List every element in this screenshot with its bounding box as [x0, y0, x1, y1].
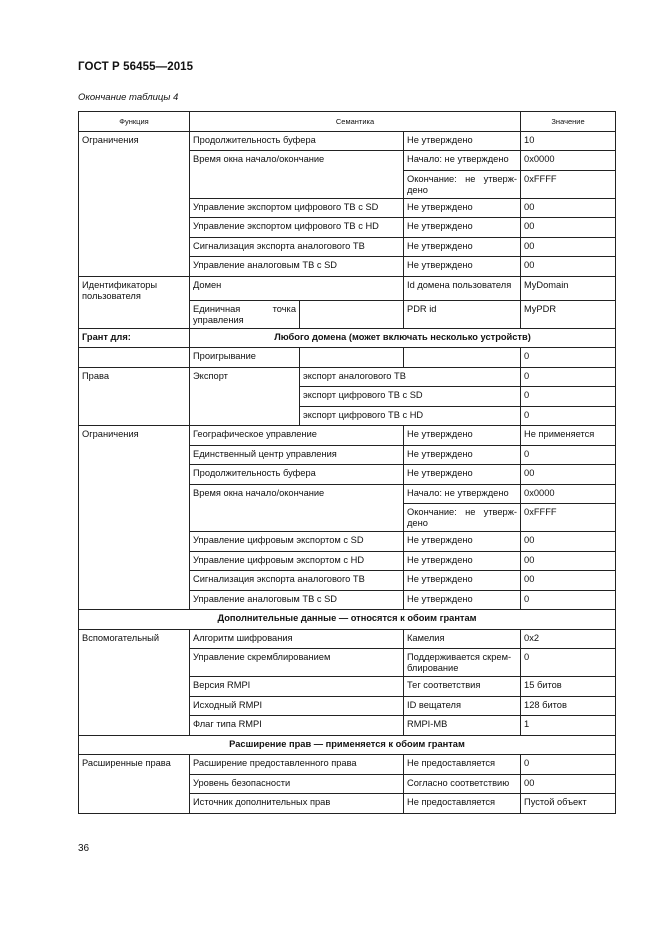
semantic-status: Поддерживается скрем-блирование [404, 649, 521, 677]
semantic-name: Управление экспортом цифрового ТВ с SD [190, 198, 404, 218]
grant-text: Любого домена (может включать несколько устройств) [190, 328, 616, 348]
table-row [79, 367, 616, 387]
semantic-name: Управление аналоговым ТВ с SD [190, 590, 404, 610]
semantic-name: Управление экспортом цифрового ТВ с HD [190, 218, 404, 238]
value-cell: 00 [521, 465, 616, 485]
value-cell: 0 [521, 367, 616, 387]
table-row [79, 755, 616, 775]
value-cell: 15 битов [521, 677, 616, 697]
semantic-name: Флаг типа RMPI [190, 716, 404, 736]
semantic-name: Единственный центр управления [190, 445, 404, 465]
value-cell: 0 [521, 590, 616, 610]
semantic-name: Время окна начало/окончание [190, 151, 404, 199]
semantic-name: Проигрывание [190, 348, 300, 368]
page-number: 36 [78, 843, 90, 854]
semantic-status: Не утверждено [404, 571, 521, 591]
value-cell: 0xFFFF [521, 170, 616, 198]
table-row [79, 276, 616, 300]
value-cell: 0x0000 [521, 151, 616, 171]
value-cell: 1 [521, 716, 616, 736]
function-cell: Вспомогательный [79, 629, 190, 735]
section-header-row [79, 735, 616, 755]
value-cell: 0 [521, 755, 616, 775]
semantic-name: Управление аналоговым ТВ с SD [190, 257, 404, 277]
semantic-name: Управление цифровым экспортом с SD [190, 532, 404, 552]
semantic-status: Не утверждено [404, 590, 521, 610]
semantic-status: Id домена пользователя [404, 276, 521, 300]
section-header: Расширение прав — применяется к обоим грантам [79, 735, 616, 755]
semantic-status: Не утверждено [404, 532, 521, 552]
semantic-name: Управление скремблированием [190, 649, 404, 677]
value-cell: 00 [521, 237, 616, 257]
empty-cell [79, 348, 190, 368]
semantic-name: Исходный RMPI [190, 696, 404, 716]
semantic-status: Не утверждено [404, 426, 521, 446]
semantic-name: Единичная точка управления [190, 300, 300, 328]
section-header: Дополнительные данные — относятся к обоим грантам [79, 610, 616, 630]
section-header-row [79, 610, 616, 630]
empty-cell [404, 348, 521, 368]
value-cell: 128 битов [521, 696, 616, 716]
grant-label: Грант для: [79, 328, 190, 348]
value-cell: 0 [521, 649, 616, 677]
semantic-name: Время окна начало/окончание [190, 484, 404, 532]
semantic-status: Не утверждено [404, 465, 521, 485]
value-cell: 0 [521, 348, 616, 368]
semantic-status: Не утверждено [404, 445, 521, 465]
semantic-name: Продолжительность буфера [190, 465, 404, 485]
empty-cell [300, 300, 404, 328]
semantic-status: Согласно соответствию [404, 774, 521, 794]
value-cell: 10 [521, 131, 616, 151]
semantic-status: Начало: не утверждено [404, 484, 521, 504]
table-caption: Окончание таблицы 4 [78, 92, 179, 103]
semantic-sub: экспорт цифрового ТВ с SD [300, 387, 521, 407]
function-cell: Ограничения [79, 426, 190, 610]
value-cell: Пустой объект [521, 794, 616, 814]
semantic-name: Источник дополнительных прав [190, 794, 404, 814]
value-cell: 0xFFFF [521, 504, 616, 532]
grant-row [79, 328, 616, 348]
semantic-status: Не утверждено [404, 131, 521, 151]
header-function: Функция [79, 112, 190, 132]
table-row [79, 426, 616, 446]
semantic-status: ID вещателя [404, 696, 521, 716]
table-row [79, 348, 616, 368]
value-cell: MyDomain [521, 276, 616, 300]
empty-cell [300, 348, 404, 368]
value-cell: 0 [521, 406, 616, 426]
semantic-status: Не утверждено [404, 551, 521, 571]
semantic-status: Не утверждено [404, 218, 521, 238]
semantic-name: Географическое управление [190, 426, 404, 446]
value-cell: 0 [521, 445, 616, 465]
table-row [79, 131, 616, 151]
function-cell: Ограничения [79, 131, 190, 276]
value-cell: 00 [521, 198, 616, 218]
header-value: Значение [521, 112, 616, 132]
semantic-name: Сигнализация экспорта аналогового ТВ [190, 237, 404, 257]
semantic-name: Алгоритм шифрования [190, 629, 404, 649]
value-cell: 00 [521, 257, 616, 277]
table-header-row [79, 112, 616, 132]
value-cell: 0x0000 [521, 484, 616, 504]
value-cell: 00 [521, 551, 616, 571]
spec-table [78, 111, 616, 814]
semantic-status: Начало: не утверждено [404, 151, 521, 171]
semantic-status: Не предоставляется [404, 794, 521, 814]
header-semantics: Семантика [190, 112, 521, 132]
semantic-name: Версия RMPI [190, 677, 404, 697]
semantic-name: Домен [190, 276, 404, 300]
value-cell: 00 [521, 571, 616, 591]
semantic-sub: экспорт цифрового ТВ с HD [300, 406, 521, 426]
semantic-status: PDR id [404, 300, 521, 328]
value-cell: 00 [521, 774, 616, 794]
semantic-status: RMPI-MB [404, 716, 521, 736]
function-cell: Права [79, 367, 190, 426]
semantic-status: Окончание: не утверж-дено [404, 170, 521, 198]
function-cell: Расширенные права [79, 755, 190, 814]
semantic-status: Не утверждено [404, 237, 521, 257]
value-cell: 00 [521, 532, 616, 552]
semantic-name: Сигнализация экспорта аналогового ТВ [190, 571, 404, 591]
value-cell: 0x2 [521, 629, 616, 649]
semantic-status: Тег соответствия [404, 677, 521, 697]
semantic-status: Камелия [404, 629, 521, 649]
value-cell: MyPDR [521, 300, 616, 328]
value-cell: 00 [521, 218, 616, 238]
semantic-status: Не предоставляется [404, 755, 521, 775]
semantic-status: Не утверждено [404, 257, 521, 277]
value-cell: 0 [521, 387, 616, 407]
semantic-sub: экспорт аналогового ТВ [300, 367, 521, 387]
document-header: ГОСТ Р 56455—2015 [78, 61, 194, 73]
function-cell: Идентификаторы пользователя [79, 276, 190, 328]
value-cell: Не применяется [521, 426, 616, 446]
semantic-name: Продолжительность буфера [190, 131, 404, 151]
semantic-status: Окончание: не утверж-дено [404, 504, 521, 532]
semantic-name: Экспорт [190, 367, 300, 426]
table-row [79, 629, 616, 649]
semantic-status: Не утверждено [404, 198, 521, 218]
semantic-name: Уровень безопасности [190, 774, 404, 794]
semantic-name: Управление цифровым экспортом с HD [190, 551, 404, 571]
semantic-name: Расширение предоставленного права [190, 755, 404, 775]
